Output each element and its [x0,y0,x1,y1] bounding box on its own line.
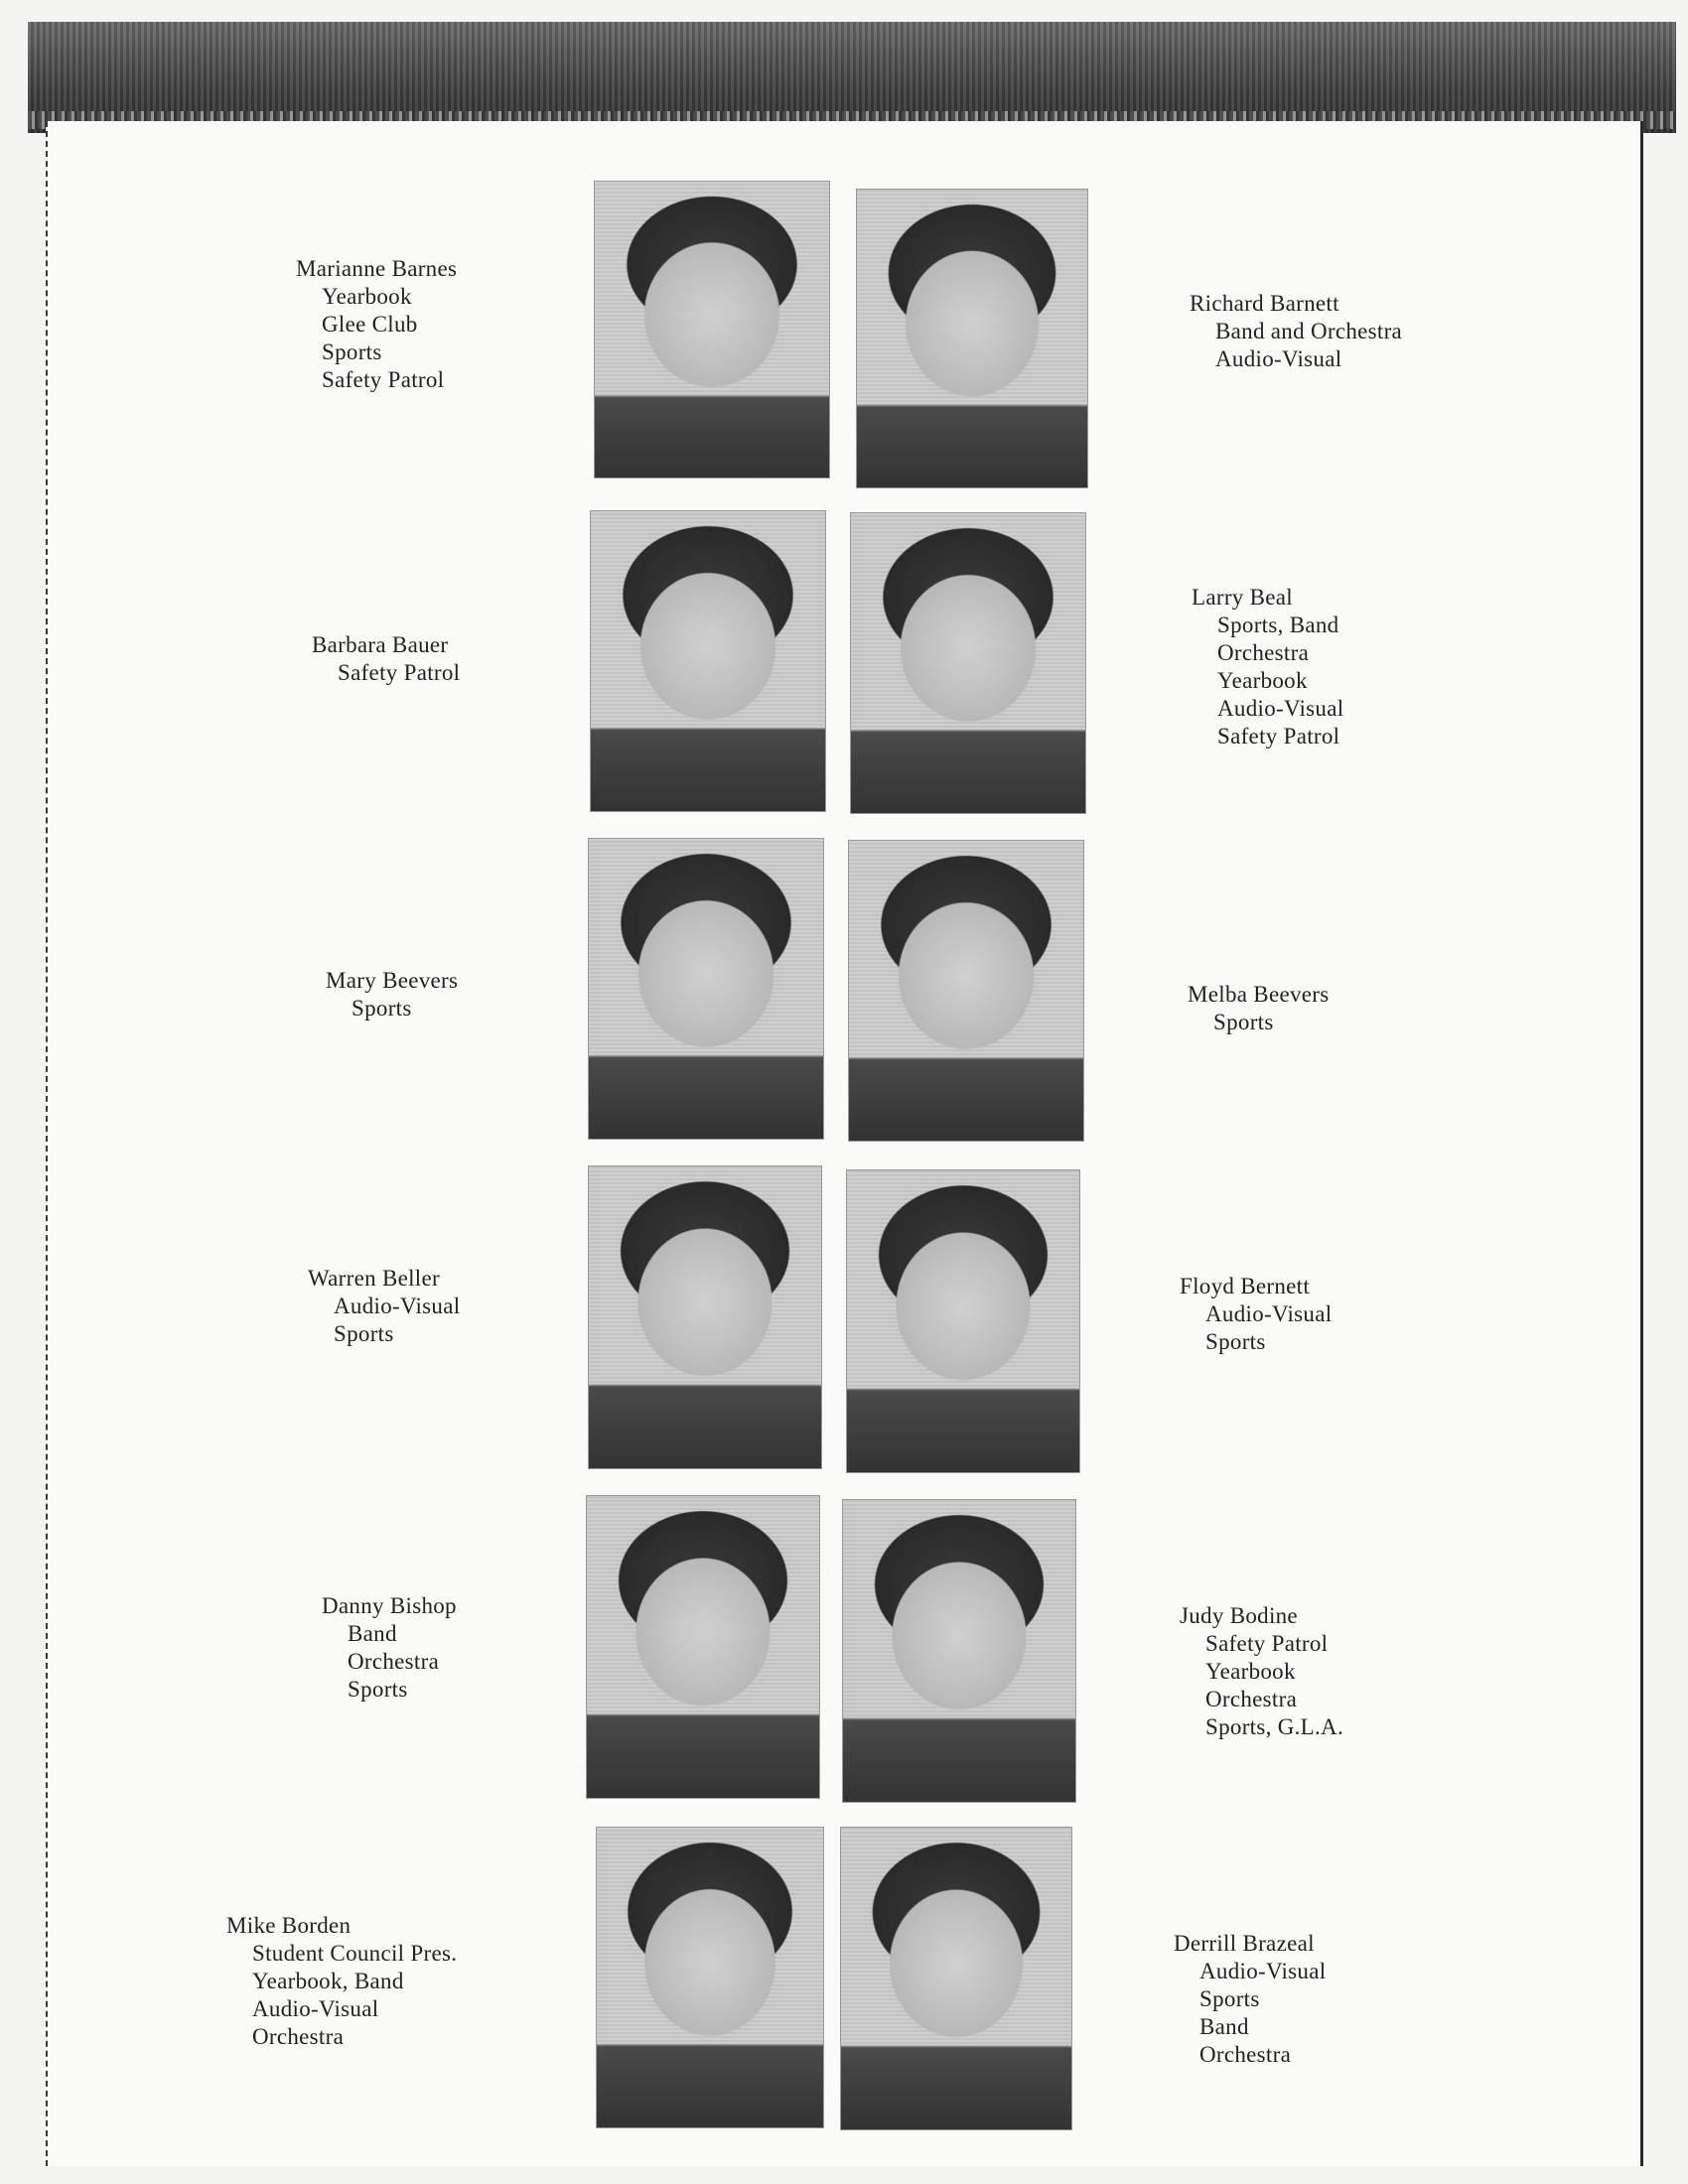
student-name: Larry Beal [1192,585,1293,610]
student-activity: Sports, Band [1217,613,1339,637]
student-entry-right [1180,1273,1332,1356]
student-photo-floyd-bernett [846,1169,1080,1473]
student-activity: Sports [334,1321,394,1346]
student-activity: Yearbook [322,284,412,309]
student-activity: Safety Patrol [322,367,445,392]
student-activity: Sports [1199,1986,1260,2011]
student-entry-left [308,1265,460,1348]
student-entry-left [296,255,457,394]
student-photo-larry-beal [850,512,1086,814]
student-activity: Audio-Visual [1199,1959,1327,1983]
student-activity: Band and Orchestra [1215,319,1403,343]
student-photo-marianne-barnes [594,181,830,478]
student-activity: Safety Patrol [338,660,461,685]
student-photo-richard-barnett [856,189,1088,488]
student-name: Judy Bodine [1180,1603,1298,1628]
student-activity: Safety Patrol [1205,1631,1329,1656]
student-activity: Yearbook [1217,668,1308,693]
student-photo-derrill-brazeal [840,1827,1072,2130]
student-name: Richard Barnett [1190,291,1339,316]
student-name: Warren Beller [308,1266,440,1291]
student-photo-judy-bodine [842,1499,1076,1803]
student-name: Floyd Bernett [1180,1274,1311,1298]
student-activity: Sports, G.L.A. [1205,1714,1344,1739]
student-name: Derrill Brazeal [1174,1931,1315,1956]
student-entry-right [1188,981,1329,1036]
student-name: Mary Beevers [326,968,459,993]
student-photo-mary-beevers [588,838,824,1140]
student-activity: Orchestra [348,1649,440,1674]
student-activity: Audio-Visual [1215,346,1342,371]
student-activity: Sports [1213,1010,1274,1034]
student-activity: Audio-Visual [252,1996,379,2021]
student-entry-right [1174,1930,1326,2069]
student-entry-right [1180,1602,1343,1741]
student-activity: Sports [348,1677,408,1702]
student-photo-barbara-bauer [590,510,826,812]
student-entry-left [322,1592,457,1704]
student-activity: Orchestra [1199,2042,1292,2067]
student-activity: Sports [1205,1329,1266,1354]
student-activity: Audio-Visual [334,1294,461,1318]
student-activity: Band [348,1621,397,1646]
student-activity: Orchestra [1217,640,1310,665]
student-activity: Band [1199,2014,1249,2039]
student-entry-right [1192,584,1343,751]
student-activity: Audio-Visual [1217,696,1344,721]
student-activity: Student Council Pres. [252,1941,458,1966]
student-activity: Orchestra [252,2024,345,2049]
student-photo-melba-beevers [848,840,1084,1142]
student-photo-mike-borden [596,1827,824,2128]
student-entry-right [1190,290,1402,373]
student-activity: Glee Club [322,312,418,337]
student-name: Barbara Bauer [312,632,449,657]
student-name: Marianne Barnes [296,256,458,281]
student-photo-danny-bishop [586,1495,820,1799]
student-name: Danny Bishop [322,1593,457,1618]
yearbook-page [46,121,1643,2166]
student-name: Melba Beevers [1188,982,1330,1007]
student-entry-left [326,967,458,1023]
student-entry-left [226,1912,457,2051]
student-activity: Sports [352,996,412,1021]
student-activity: Safety Patrol [1217,724,1340,749]
student-activity: Audio-Visual [1205,1301,1333,1326]
student-photo-warren-beller [588,1165,822,1469]
student-activity: Yearbook, Band [252,1969,404,1993]
student-activity: Yearbook [1205,1659,1296,1684]
student-name: Mike Borden [226,1913,352,1938]
student-activity: Orchestra [1205,1687,1298,1711]
student-activity: Sports [322,340,382,364]
student-entry-left [312,631,460,687]
